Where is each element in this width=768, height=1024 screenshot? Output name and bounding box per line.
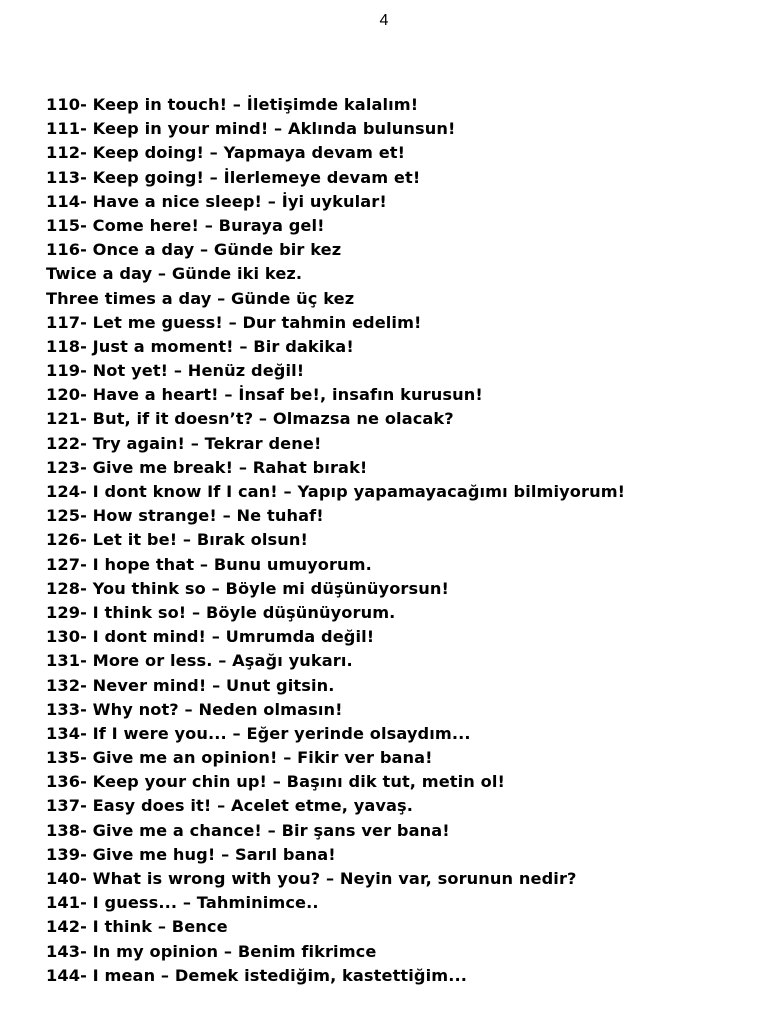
page-number: 4: [379, 12, 389, 29]
phrase-line: 113- Keep going! – İlerlemeye devam et!: [46, 167, 421, 187]
phrase-line: 125- How strange! – Ne tuhaf!: [46, 506, 324, 526]
phrase-line: 115- Come here! – Buraya gel!: [46, 215, 325, 235]
phrase-line: 124- I dont know If I can! – Yapıp yapamayacağımı bilmiyorum!: [46, 482, 626, 501]
phrase-line: 144- I mean – Demek istediğim, kastettiğim...: [46, 965, 467, 985]
phrase-line: 127- I hope that – Bunu umuyorum.: [46, 554, 372, 574]
phrase-line: 126- Let it be! – Bırak olsun!: [46, 530, 308, 550]
phrase-line: 133- Why not? – Neden olmasın!: [46, 699, 343, 719]
phrase-line: 121- But, if it doesn’t? – Olmazsa ne olacak?: [46, 409, 454, 429]
phrase-line: 120- Have a heart! – İnsaf be!, insafın kurusun!: [46, 385, 483, 405]
phrase-line: 141- I guess... – Tahminimce..: [46, 893, 319, 913]
phrase-line: 114- Have a nice sleep! – İyi uykular!: [46, 191, 387, 211]
phrase-line: 123- Give me break! – Rahat bırak!: [46, 457, 368, 477]
phrase-line: 140- What is wrong with you? – Neyin var, sorunun nedir?: [46, 869, 577, 888]
phrase-line: 132- Never mind! – Unut gitsin.: [46, 675, 335, 695]
phrase-line: 130- I dont mind! – Umrumda değil!: [46, 627, 375, 647]
phrase-line: 110- Keep in touch! – İletişimde kalalım!: [46, 95, 419, 114]
phrase-line: Twice a day – Günde iki kez.: [46, 264, 303, 284]
phrase-line: 139- Give me hug! – Sarıl bana!: [46, 844, 336, 864]
phrase-line: 129- I think so! – Böyle düşünüyorum.: [46, 602, 396, 622]
phrase-line: 142- I think – Bence: [46, 917, 228, 937]
phrase-line: 118- Just a moment! – Bir dakika!: [46, 336, 354, 356]
phrase-line: 131- More or less. – Aşağı yukarı.: [46, 651, 353, 671]
phrase-line: 111- Keep in your mind! – Aklında bulunsun!: [46, 119, 456, 139]
phrase-line: 116- Once a day – Günde bir kez: [46, 240, 342, 260]
phrase-line: 136- Keep your chin up! – Başını dik tut, metin ol!: [46, 772, 506, 792]
phrase-line: 137- Easy does it! – Acelet etme, yavaş.: [46, 796, 414, 816]
phrase-line: 112- Keep doing! – Yapmaya devam et!: [46, 143, 406, 163]
phrase-line: 143- In my opinion – Benim fikrimce: [46, 941, 377, 961]
phrase-line: 138- Give me a chance! – Bir şans ver bana!: [46, 820, 450, 840]
phrase-line: 122- Try again! – Tekrar dene!: [46, 433, 322, 453]
phrase-line: Three times a day – Günde üç kez: [46, 288, 355, 308]
phrase-list: [46, 93, 758, 988]
phrase-line: 134- If I were you... – Eğer yerinde olsaydım...: [46, 723, 471, 743]
phrase-line: 135- Give me an opinion! – Fikir ver bana!: [46, 748, 433, 768]
phrase-line: 128- You think so – Böyle mi düşünüyorsun!: [46, 578, 449, 598]
phrase-line: 117- Let me guess! – Dur tahmin edelim!: [46, 312, 422, 332]
phrase-line: 119- Not yet! – Henüz değil!: [46, 361, 305, 381]
